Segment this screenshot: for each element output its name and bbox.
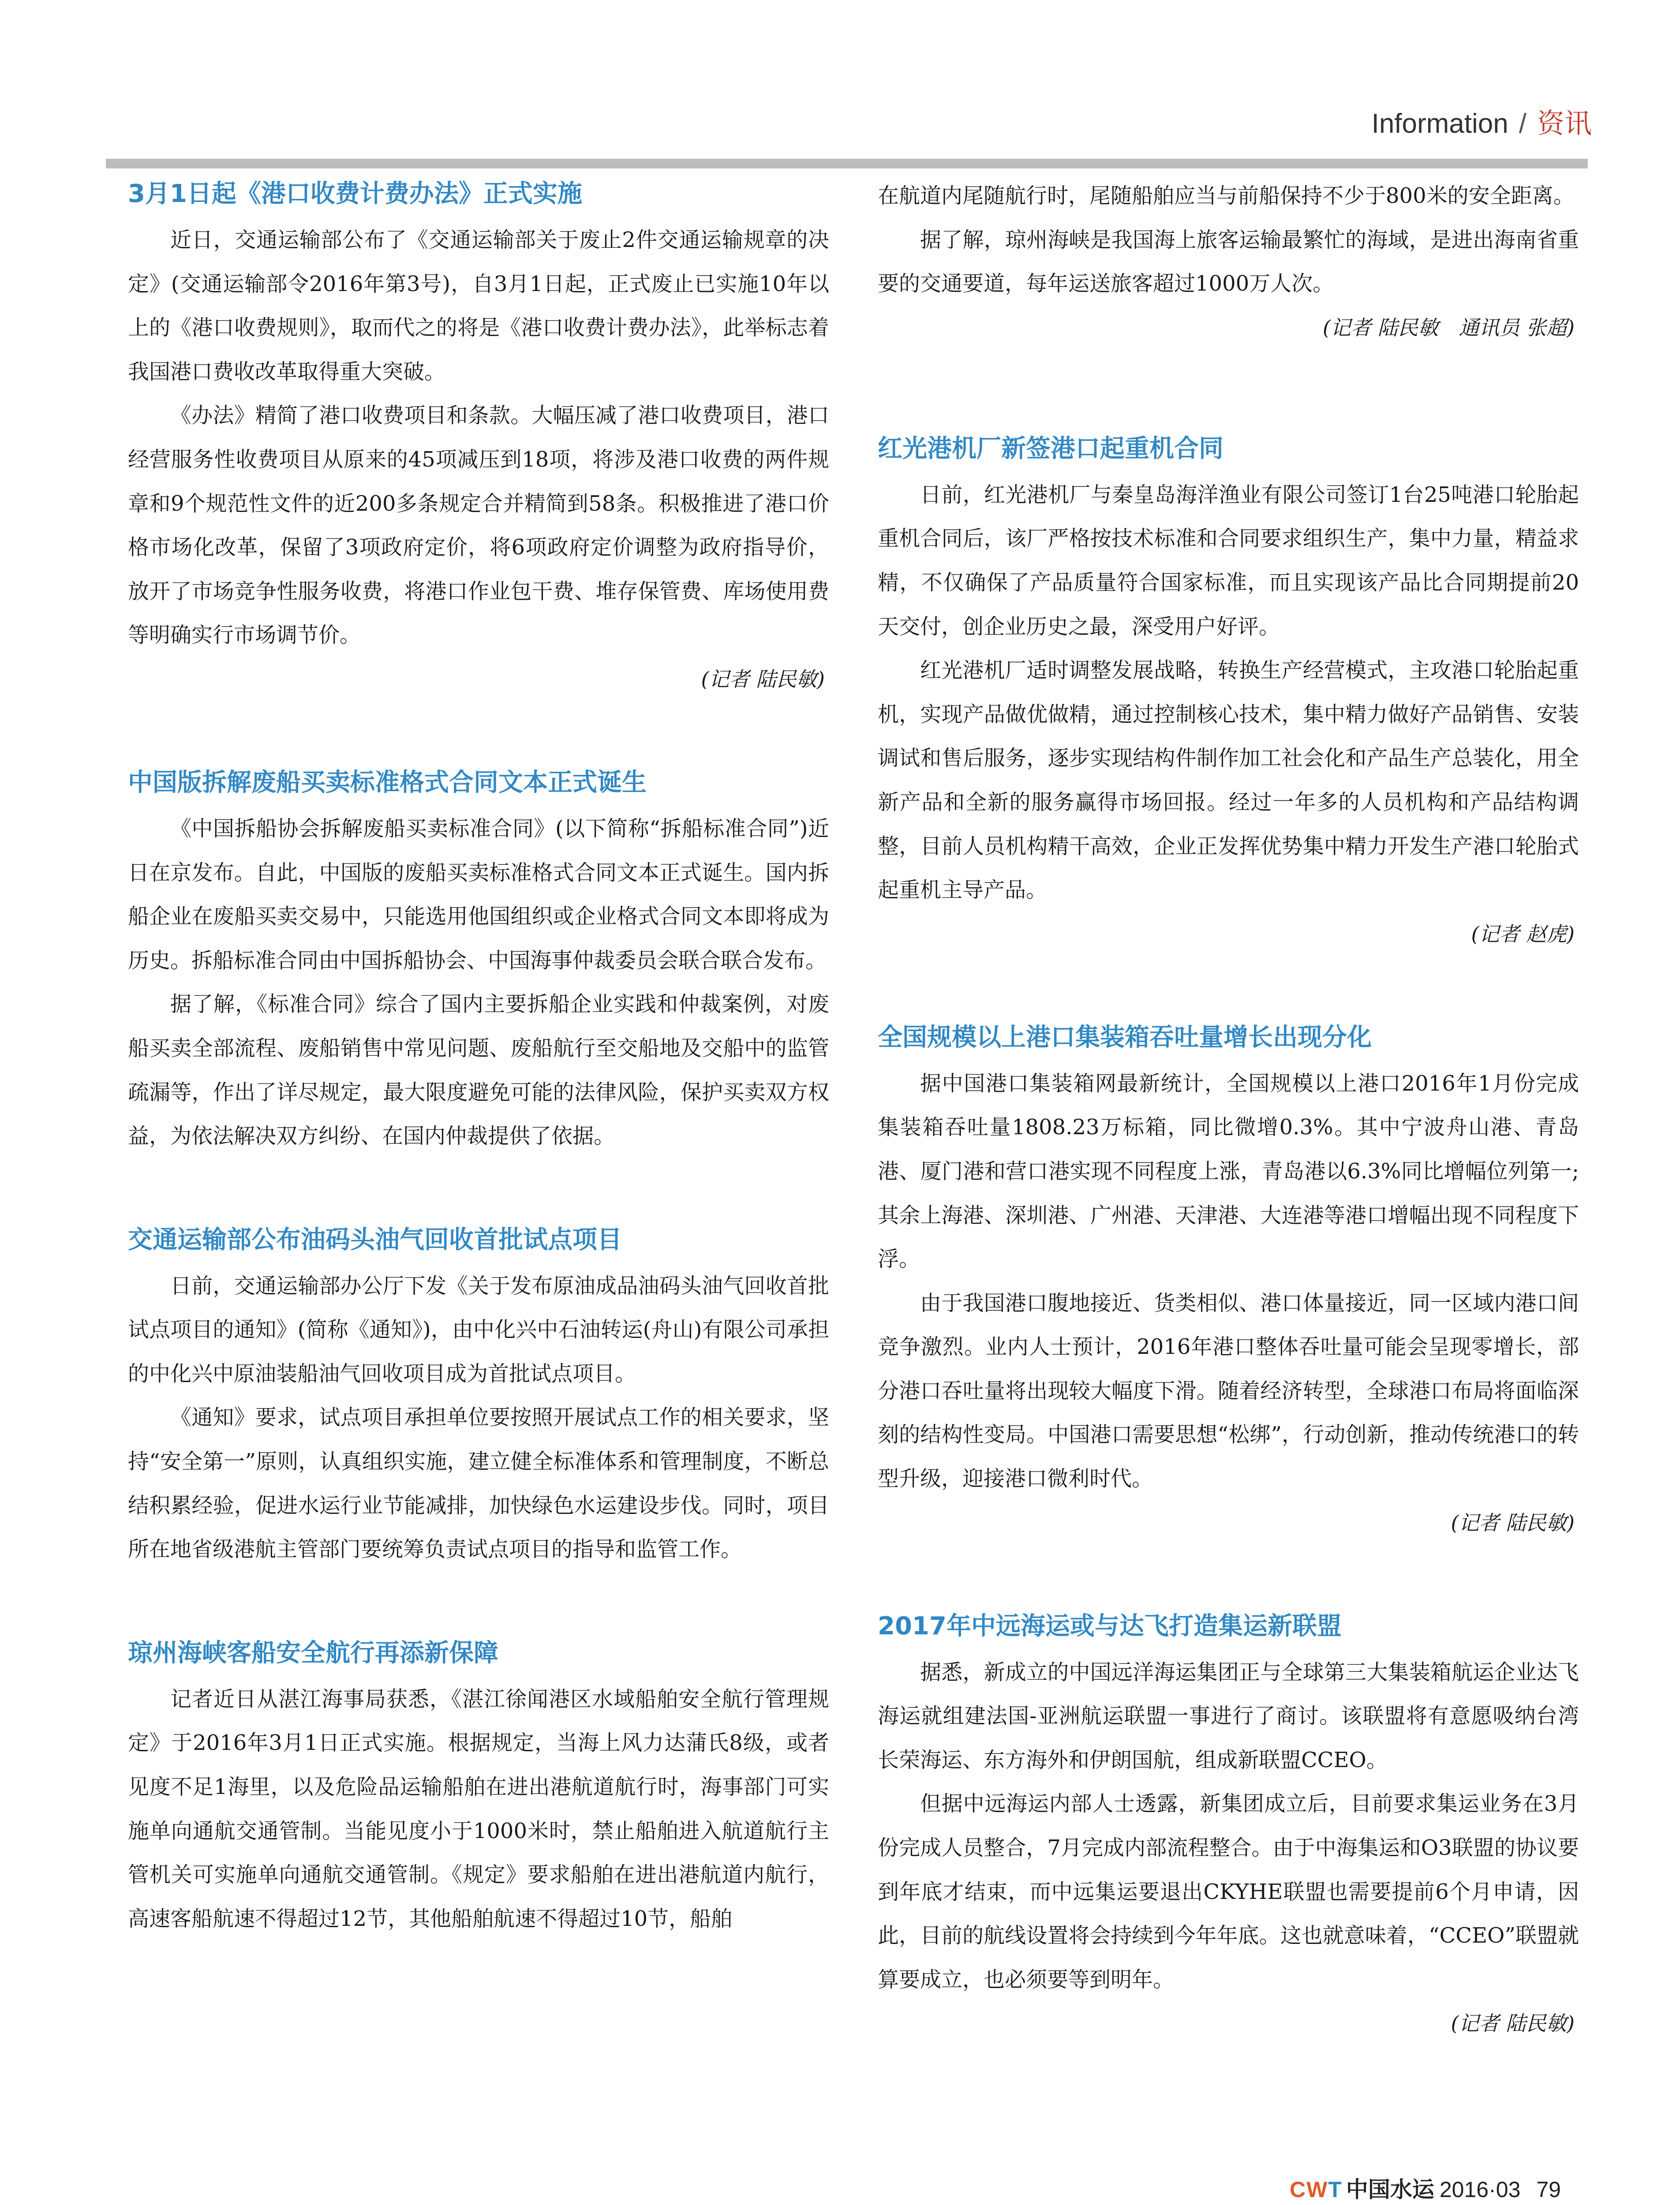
header-rule bbox=[106, 159, 1588, 168]
header-separator: / bbox=[1519, 108, 1527, 139]
article-byline: (记者 陆民敏) bbox=[1451, 1510, 1575, 1535]
article-byline: (记者 陆民敏 通讯员 张超) bbox=[1322, 315, 1575, 340]
article-paragraph: 《办法》精简了港口收费项目和条款。大幅压减了港口收费项目，港口经营服务性收费项目从原来的45项减压到18项，将涉及港口收费的两件规章和9个规范性文件的近200多条规定合并精简到58条。积极推进了港口价格市场化改革，保留了3项政府定价，将6项政府定价调整为政府指导价，放开了市场竞争性服务收费，将港口作业包干费、堆存保管费、库场使用费等明确实行市场调节价。 bbox=[128, 403, 829, 648]
article-byline: (记者 赵虎) bbox=[1471, 922, 1575, 946]
right-column bbox=[878, 174, 1579, 2107]
article-cosco-alliance bbox=[878, 1607, 1579, 2046]
article-port-fees bbox=[128, 174, 829, 701]
article-paragraph: 《通知》要求，试点项目承担单位要按照开展试点工作的相关要求，坚持“安全第一”原则，认真组织实施，建立健全标准体系和管理制度，不断总结积累经验，促进水运行业节能减排，加快绿色水运建设步伐。同时，项目所在地省级港航主管部门要统筹负责试点项目的指导和监管工作。 bbox=[128, 1405, 829, 1562]
header-section-en: Information bbox=[1371, 108, 1508, 139]
article-qiongzhou-strait bbox=[128, 1633, 829, 1941]
article-title: 2017年中远海运或与达飞打造集运新联盟 bbox=[878, 1611, 1342, 1641]
article-paragraph: 据了解，琼州海峡是我国海上旅客运输最繁忙的海域，是进出海南省重要的交通要道，每年运送旅客超过1000万人次。 bbox=[878, 227, 1579, 296]
magazine-name: 中国水运 bbox=[1346, 2177, 1434, 2202]
article-paragraph: 由于我国港口腹地接近、货类相似、港口体量接近，同一区域内港口间竞争激烈。业内人士预计，2016年港口整体吞吐量可能会呈现零增长，部分港口吞吐量将出现较大幅度下滑。随着经济转型，全球港口布局将面临深刻的结构性变局。中国港口需要思想“松绑”，行动创新，推动传统港口的转型升级，迎接港口微利时代。 bbox=[878, 1290, 1579, 1491]
article-title: 中国版拆解废船买卖标准格式合同文本正式诞生 bbox=[128, 768, 647, 797]
article-paragraph: 《中国拆船协会拆解废船买卖标准合同》(以下简称“拆船标准合同”)近日在京发布。自此，中国版的废船买卖标准格式合同文本正式诞生。国内拆船企业在废船买卖交易中，只能选用他国组织或企业格式合同文本即将成为历史。拆船标准合同由中国拆船协会、中国海事仲裁委员会联合联合发布。 bbox=[128, 816, 829, 973]
page-header bbox=[1372, 101, 1592, 141]
article-ship-contract bbox=[128, 763, 829, 1159]
article-byline: (记者 陆民敏) bbox=[1451, 2011, 1575, 2036]
article-paragraph: 在航道内尾随航行时，尾随船舶应当与前船保持不少于800米的安全距离。 bbox=[878, 183, 1575, 208]
article-title: 3月1日起《港口收费计费办法》正式实施 bbox=[128, 179, 582, 208]
article-paragraph: 据了解，《标准合同》综合了国内主要拆船企业实践和仲裁案例，对废船买卖全部流程、废船销售中常见问题、废船航行至交船地及交船中的监管疏漏等，作出了详尽规定，最大限度避免可能的法律风险，保护买卖双方权益，为依法解决双方纠纷、在国内仲裁提供了依据。 bbox=[128, 992, 829, 1149]
logo-letter-c: C bbox=[1290, 2177, 1307, 2202]
article-title: 全国规模以上港口集装箱吞吐量增长出现分化 bbox=[878, 1023, 1372, 1052]
article-paragraph: 但据中远海运内部人士透露，新集团成立后，目前要求集运业务在3月份完成人员整合，7月完成内部流程整合。由于中海集运和O3联盟的协议要到年底才结束，而中远集运要退出CKYHE联盟也需要提前6个月申请，因此，目前的航线设置将会持续到今年年底。这也就意味着，“CCEO”联盟就算要成立，也必须要等到明年。 bbox=[878, 1791, 1579, 1992]
article-hongguang-crane bbox=[878, 429, 1579, 956]
article-paragraph: 红光港机厂适时调整发展战略，转换生产经营模式，主攻港口轮胎起重机，实现产品做优做精，通过控制核心技术，集中精力做好产品销售、安装调试和售后服务，逐步实现结构件制作加工社会化和产品生产总装化，用全新产品和全新的服务赢得市场回报。经过一年多的人员机构和产品结构调整，目前人员机构精干高效，企业正发挥优势集中精力开发生产港口轮胎式起重机主导产品。 bbox=[878, 658, 1579, 903]
page-number: 79 bbox=[1536, 2177, 1561, 2202]
article-byline: (记者 陆民敏) bbox=[701, 667, 825, 691]
article-title: 红光港机厂新签港口起重机合同 bbox=[878, 434, 1224, 463]
article-paragraph: 据悉，新成立的中国远洋海运集团正与全球第三大集装箱航运企业达飞海运就组建法国-亚洲航运联盟一事进行了商讨。该联盟将有意愿吸纳台湾长荣海运、东方海外和伊朗国航，组成新联盟CCEO。 bbox=[878, 1659, 1579, 1772]
article-title: 琼州海峡客船安全航行再添新保障 bbox=[128, 1638, 498, 1667]
article-paragraph: 日前，交通运输部办公厅下发《关于发布原油成品油码头油气回收首批试点项目的通知》(简称《通知》)，由中化兴中石油转运(舟山)有限公司承担的中化兴中原油装船油气回收项目成为首批试点项目。 bbox=[128, 1273, 829, 1386]
article-qiongzhou-strait-continued bbox=[878, 174, 1579, 350]
article-paragraph: 日前，红光港机厂与秦皇岛海洋渔业有限公司签订1台25吨港口轮胎起重机合同后，该厂严格按技术标准和合同要求组织生产，集中力量，精益求精，不仅确保了产品质量符合国家标准，而且实现该产品比合同期提前20天交付，创企业历史之最，深受用户好评。 bbox=[878, 482, 1579, 639]
article-vapor-recovery bbox=[128, 1220, 829, 1572]
article-title: 交通运输部公布油码头油气回收首批试点项目 bbox=[128, 1225, 622, 1254]
article-container-throughput bbox=[878, 1018, 1579, 1545]
article-paragraph: 记者近日从湛江海事局获悉，《湛江徐闻港区水域船舶安全航行管理规定》于2016年3月1日正式实施。根据规定，当海上风力达蒲氏8级，或者见度不足1海里，以及危险品运输船舶在进出港航道航行时，海事部门可实施单向通航交通管制。当能见度小于1000米时，禁止船舶进入航道航行主管机关可实施单向通航交通管制。《规定》要求船舶在进出港航道内航行，高速客船航速不得超过12节，其他船舶航速不得超过10节，船舶 bbox=[128, 1686, 829, 1931]
page-footer bbox=[1290, 2172, 1561, 2204]
logo-letter-t: T bbox=[1328, 2177, 1343, 2202]
header-section-cn: 资讯 bbox=[1537, 108, 1592, 139]
article-paragraph: 近日，交通运输部公布了《交通运输部关于废止2件交通运输规章的决定》(交通运输部令2016年第3号)，自3月1日起，正式废止已实施10年以上的《港口收费规则》，取而代之的将是《港口收费计费办法》，此举标志着我国港口费收改革取得重大突破。 bbox=[128, 228, 829, 384]
logo-letter-w: W bbox=[1306, 2177, 1328, 2202]
article-paragraph: 据中国港口集装箱网最新统计，全国规模以上港口2016年1月份完成集装箱吞吐量1808.23万标箱，同比微增0.3%。其中宁波舟山港、青岛港、厦门港和营口港实现不同程度上涨，青岛港以6.3%同比增幅位列第一;其余上海港、深圳港、广州港、天津港、大连港等港口增幅出现不同程度下浮。 bbox=[878, 1071, 1579, 1272]
magazine-logo bbox=[1290, 2177, 1343, 2202]
issue-number: 2016·03 bbox=[1439, 2177, 1521, 2202]
left-column bbox=[128, 174, 829, 2003]
